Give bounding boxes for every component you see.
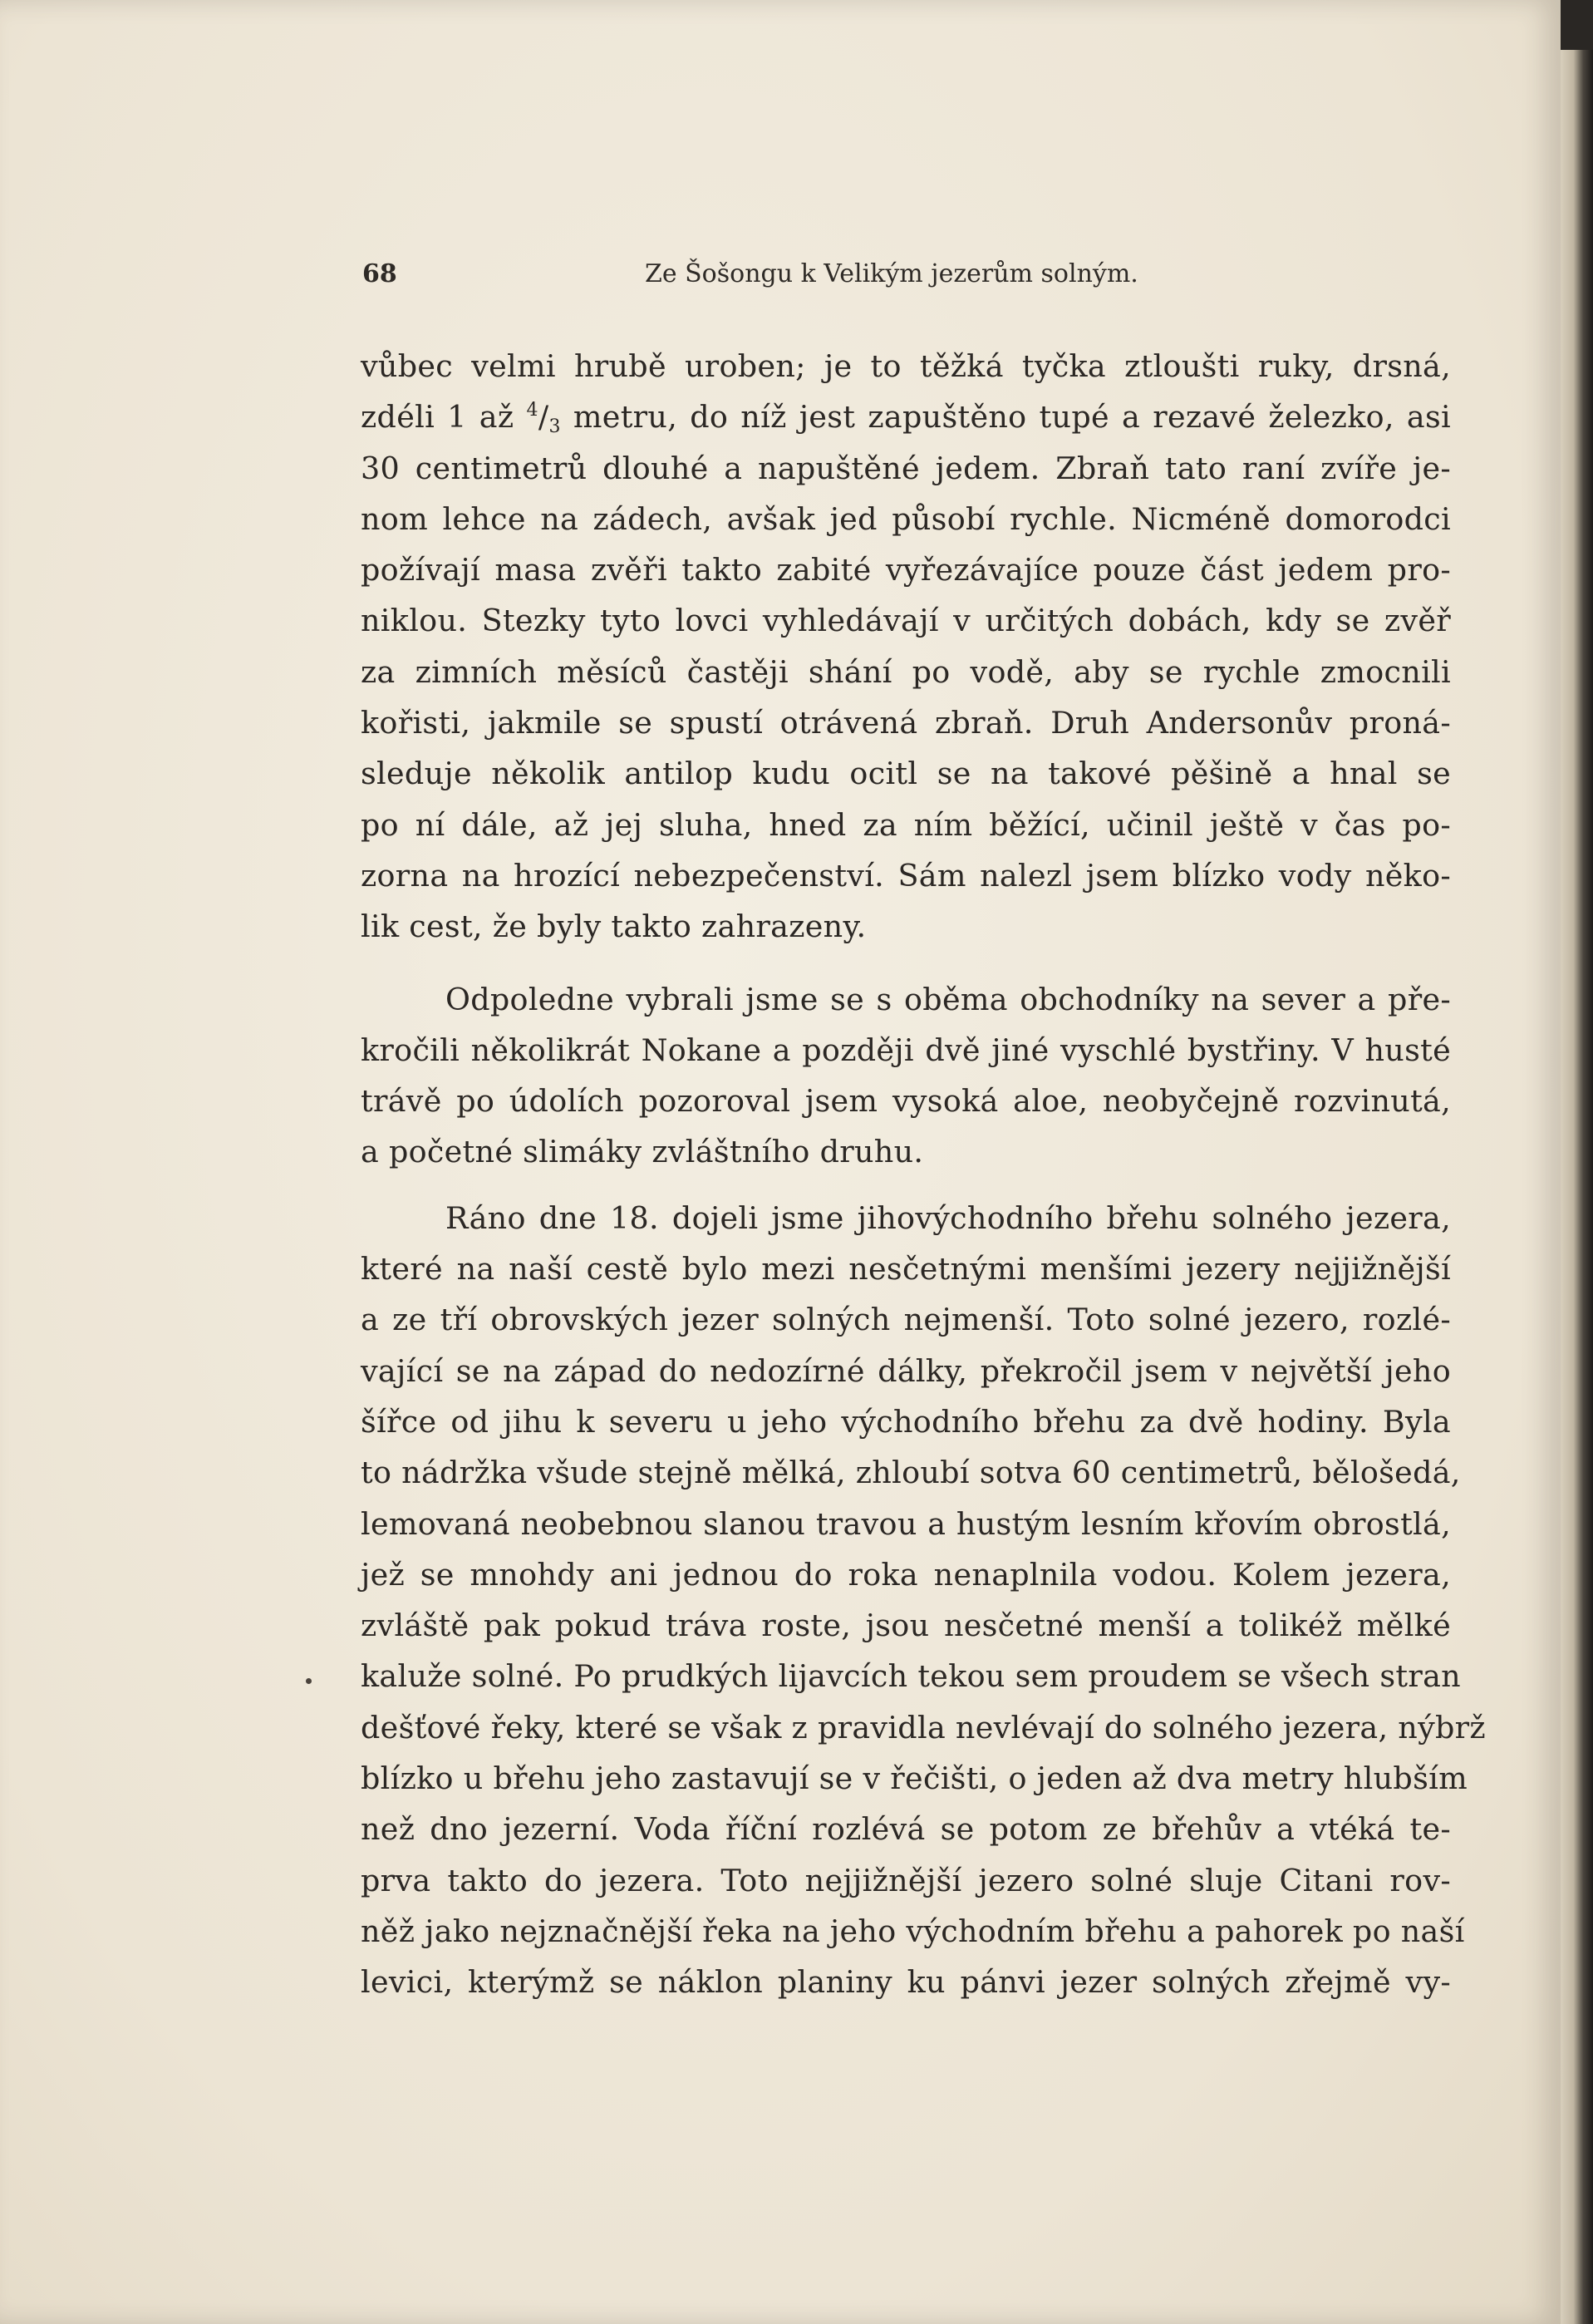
body-text (361, 341, 1486, 2008)
paragraph-gap (361, 1178, 1451, 1193)
text-line: kořisti, jakmile se spustí otrávená zbraň. Druh Andersonův proná- (361, 705, 1451, 741)
text-line: šířce od jihu k severu u jeho východního břehu za dvě hodiny. Byla (361, 1403, 1451, 1440)
text-line: levici, kterýmž se náklon planiny ku pánvi jezer solných zřejmě vy- (361, 1964, 1451, 2001)
text-line: 30 centimetrů dlouhé a napuštěné jedem. Zbraň tato raní zvíře je- (361, 450, 1451, 486)
page-edge (1561, 50, 1593, 2324)
text-line: niklou. Stezky tyto lovci vyhledávají v určitých dobách, kdy se zvěř (361, 603, 1451, 639)
text-line: sleduje několik antilop kudu ocitl se na takové pěšině a hnal se (361, 756, 1451, 792)
text-line: to nádržka všude stejně mělká, zhloubí sotva 60 centimetrů, bělošedá, (361, 1455, 1461, 1491)
page-number: 68 (362, 259, 397, 288)
text-line: Odpoledne vybrali jsme se s oběma obchodníky na sever a pře- (445, 981, 1451, 1017)
text-line: vající se na západ do nedozírné dálky, překročil jsem v největší jeho (361, 1352, 1451, 1389)
text-line: nom lehce na zádech, avšak jed působí rychle. Nicméně domorodci (361, 500, 1451, 537)
text-line: lik cest, že byly takto zahrazeny. (361, 908, 867, 945)
text-line: dešťové řeky, které se však z pravidla nevlévají do solného jezera, nýbrž (361, 1709, 1486, 1745)
text-line: požívají masa zvěři takto zabité vyřezávajíce pouze část jedem pro- (361, 552, 1451, 588)
text-line: kročili několikrát Nokane a později dvě jiné vyschlé bystřiny. V husté (361, 1032, 1451, 1068)
text-line: zorna na hrozící nebezpečenství. Sám nalezl jsem blízko vody něko- (361, 857, 1451, 894)
text-line: Ráno dne 18. dojeli jsme jihovýchodního břehu solného jezera, (445, 1199, 1451, 1236)
text-line: vůbec velmi hrubě uroben; je to těžká tyčka ztloušti ruky, drsná, (361, 348, 1451, 384)
text-line: než dno jezerní. Voda říční rozlévá se potom ze břehův a vtéká te- (361, 1811, 1451, 1848)
text-line: jež se mnohdy ani jednou do roka nenaplnila vodou. Kolem jezera, (361, 1556, 1451, 1593)
text-line: a ze tří obrovských jezer solných nejmenší. Toto solné jezero, rozlé- (361, 1302, 1451, 1338)
text-line: a početné slimáky zvláštního druhu. (361, 1134, 924, 1170)
margin-dot (306, 1678, 312, 1684)
text-line: za zimních měsíců častěji shání po vodě, aby se rychle zmocnili (361, 653, 1451, 690)
text-line-fraction: zdéli 1 až $^4/_3$ metru, do níž jest zapuštěno tupé a rezavé železko, asi (361, 399, 1451, 438)
text-line: po ní dále, až jej sluha, hned za ním běžící, učinil ještě v čas po- (361, 806, 1451, 843)
paragraph-gap (361, 953, 1451, 974)
text-line: prva takto do jezera. Toto nejjižnější jezero solné sluje Citani rov- (361, 1862, 1451, 1898)
text-line: něž jako nejznačnější řeka na jeho východním břehu a pahorek po naší (361, 1913, 1465, 1949)
text-line: kaluže solné. Po prudkých lijavcích tekou sem proudem se všech stran (361, 1658, 1461, 1695)
running-title: Ze Šošongu k Velikým jezerům solným. (645, 259, 1138, 288)
text-line: blízko u břehu jeho zastavují se v řečišti, o jeden až dva metry hlubším (361, 1760, 1468, 1797)
page-header (362, 259, 1451, 293)
text-line: které na naší cestě bylo mezi nesčetnými menšími jezery nejjižnější (361, 1251, 1451, 1288)
text-line: zvláště pak pokud tráva roste, jsou nesčetné menší a tolikéž mělké (361, 1608, 1451, 1644)
text-line: lemovaná neobebnou slanou travou a hustým lesním křovím obrostlá, (361, 1505, 1451, 1542)
text-line: trávě po údolích pozoroval jsem vysoká aloe, neobyčejně rozvinutá, (361, 1083, 1451, 1120)
